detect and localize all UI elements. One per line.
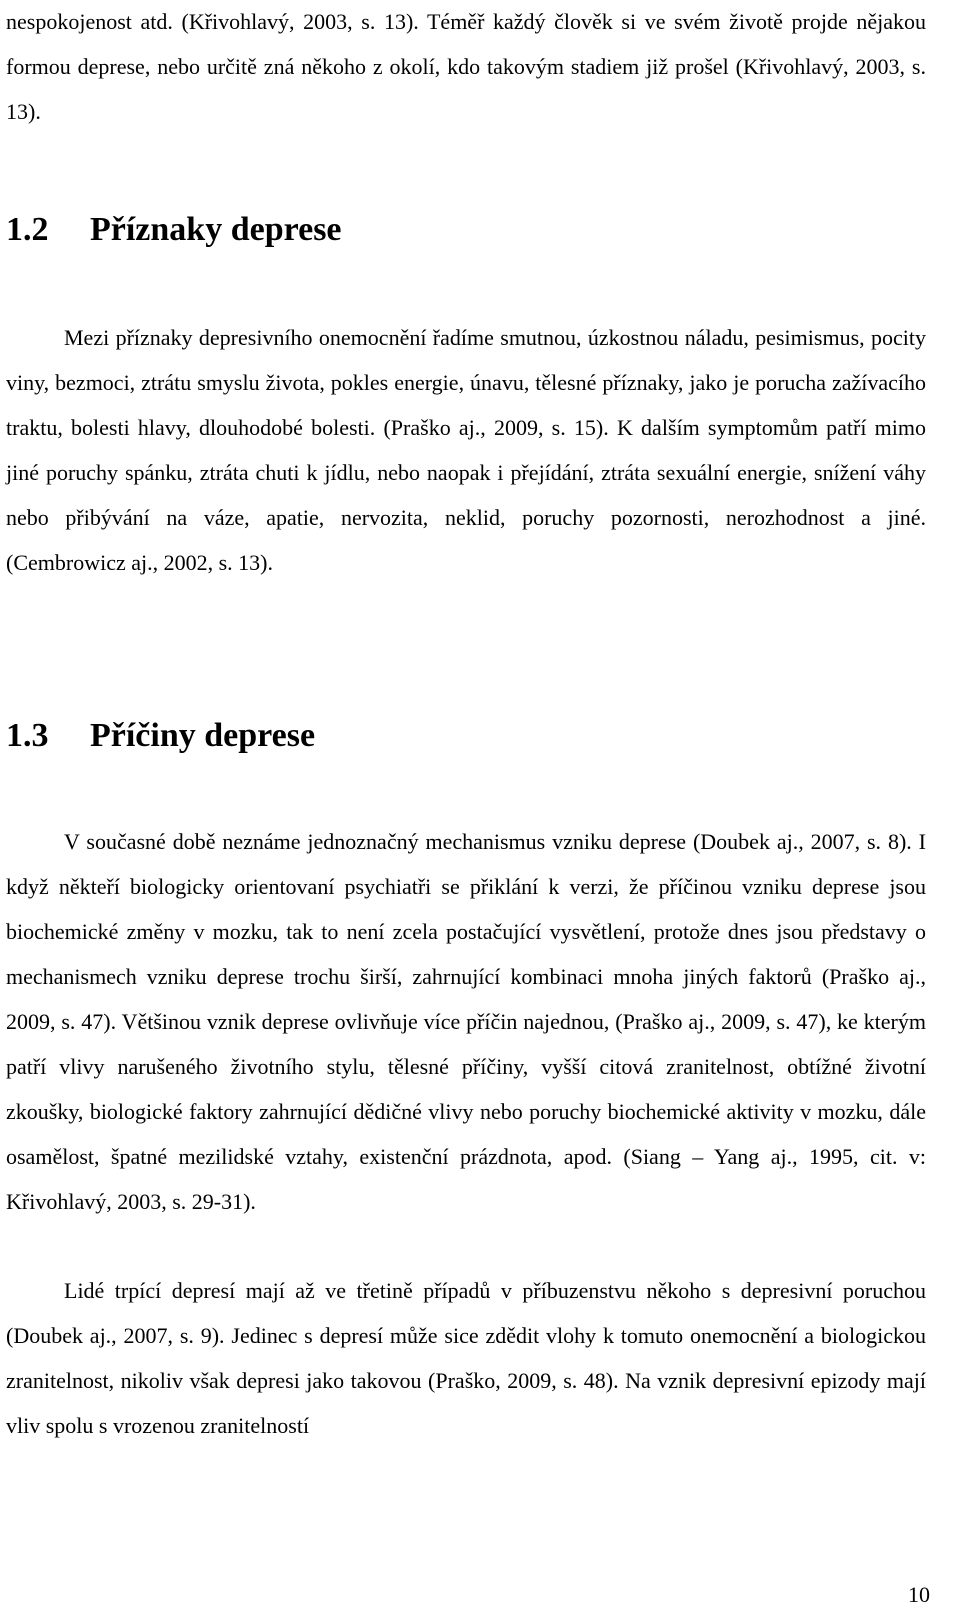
section-number: 1.2 <box>6 211 49 248</box>
section-number: 1.3 <box>6 717 49 754</box>
section-title: Příčiny deprese <box>90 717 316 754</box>
section-heading-1-2 <box>6 208 342 252</box>
paragraph-causes: V současné době neznáme jednoznačný mechanismus vzniku deprese (Doubek aj., 2007, s. 8). I když někteří biologicky orientovaní psychiatři se přiklání k verzi, že příčinou vzniku deprese jsou biochemické změny v mozku, tak to není zcela postačující vysvětlení, protože dnes jsou představy o mechanismech vzniku deprese trochu širší, zahrnující kombinaci mnoha jiných faktorů (Praško aj., 2009, s. 47). Většinou vznik deprese ovlivňuje více příčin najednou, (Praško aj., 2009, s. 47), ke kterým patří vlivy narušeného životního stylu, tělesné příčiny, vyšší citová zranitelnost, obtížné životní zkoušky, biologické faktory zahrnující dědičné vlivy nebo poruchy biochemické aktivity v mozku, dále osamělost, špatné mezilidské vztahy, existenční prázdnota, apod. (Siang – Yang aj., 1995, cit. v: Křivohlavý, 2003, s. 29-31). <box>6 829 926 1214</box>
paragraph-continuation: nespokojenost atd. (Křivohlavý, 2003, s. 13). Téměř každý člověk si ve svém životě projde nějakou formou deprese, nebo určitě zná někoho z okolí, kdo takovým stadiem již prošel (Křivohlavý, 2003, s. 13). <box>6 9 926 124</box>
section-title: Příznaky deprese <box>90 211 342 248</box>
page-number: 10 <box>908 1582 930 1607</box>
paragraph-symptoms: Mezi příznaky depresivního onemocnění řadíme smutnou, úzkostnou náladu, pesimismus, pocity viny, bezmoci, ztrátu smyslu života, pokles energie, únavu, tělesné příznaky, jako je porucha zažívacího traktu, bolesti hlavy, dlouhodobé bolesti. (Praško aj., 2009, s. 15). K dalším symptomům patří mimo jiné poruchy spánku, ztráta chuti k jídlu, nebo naopak i přejídání, ztráta sexuální energie, snížení váhy nebo přibývání na váze, apatie, nervozita, neklid, poruchy pozornosti, nerozhodnost a jiné. (Cembrowicz aj., 2002, s. 13). <box>6 325 926 575</box>
section-heading-1-3 <box>6 714 315 758</box>
paragraph-heredity: Lidé trpící depresí mají až ve třetině případů v příbuzenstvu někoho s depresivní poruchou (Doubek aj., 2007, s. 9). Jedinec s depresí může sice zdědit vlohy k tomuto onemocnění a biologickou zranitelnost, nikoliv však depresi jako takovou (Praško, 2009, s. 48). Na vznik depresivní epizody mají vliv spolu s vrozenou zranitelností <box>6 1278 926 1438</box>
